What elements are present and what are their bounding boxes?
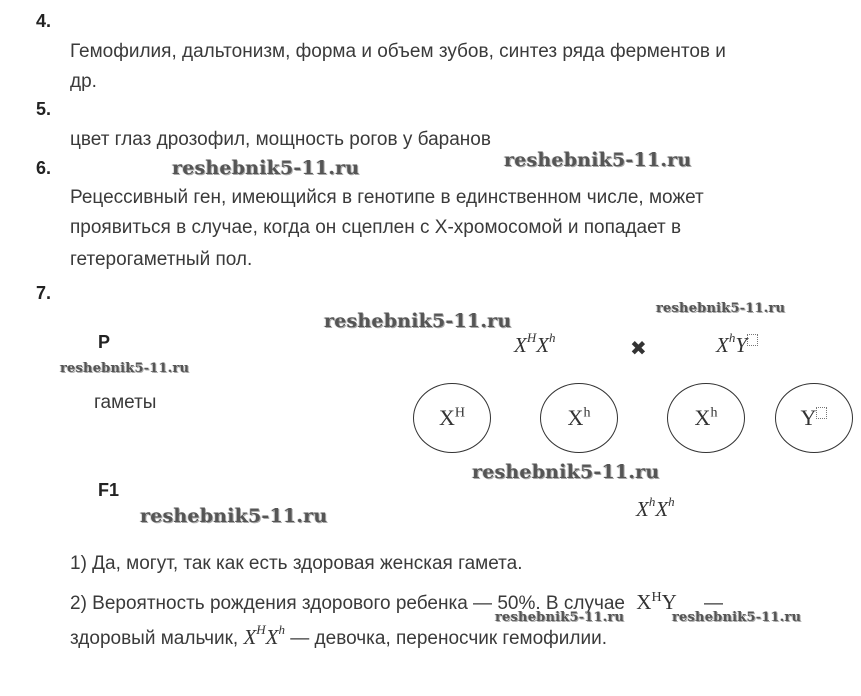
watermark: reshebnik5-11.ru [140,505,328,527]
answer-1: 1) Да, могут, так как есть здоровая женская гамета. [70,553,523,574]
watermark: reshebnik5-11.ru [324,310,512,332]
answer-2-line2: здоровый мальчик, $X^HX^h$ — девочка, переносчик гемофилии. [70,622,607,649]
item-5-text: цвет глаз дрозофил, мощность рогов у баранов [70,129,491,150]
male-genotype: $X^hY$ [716,332,758,358]
watermark: reshebnik5-11.ru [472,461,660,483]
watermark: reshebnik5-11.ru [504,149,692,171]
item-number-4: 4. [36,11,52,31]
answer-2-line1: 2) Вероятность рождения здорового ребенка — 50%. В случае $X^HY$ — [70,590,724,614]
female-genotype: $X^HX^h$ [514,330,556,357]
placeholder-box-icon [816,407,827,419]
item-6-text-line1: Рецессивный ген, имеющийся в генотипе в единственном числе, может [70,187,704,208]
item-4-text-line1: Гемофилия, дальтонизм, форма и объем зубов, синтез ряда ферментов и [70,41,726,62]
gamete-circle: $X^h$ [667,383,745,453]
watermark: reshebnik5-11.ru [495,610,625,625]
gamete-circle: Y [775,383,853,453]
item-number-6: 6. [36,158,52,178]
cross-icon: ✖ [630,338,647,360]
watermark: reshebnik5-11.ru [656,301,786,316]
genotype-xhxh: $X^HX^h$ [243,622,285,649]
watermark: reshebnik5-11.ru [672,610,802,625]
gametes-label: гаметы [94,392,157,413]
genotype-xhy: $X^HY$ [636,590,677,614]
gamete-circle: $X^H$ [413,383,491,453]
item-4-text-line2: др. [70,71,97,92]
offspring-genotype: $X^hX^h$ [636,494,675,521]
item-6-text-line2: проявиться в случае, когда он сцеплен с Х-хромосомой и попадает в [70,217,682,238]
item-number-7: 7. [36,283,52,303]
item-number-5: 5. [36,99,52,119]
watermark: reshebnik5-11.ru [172,157,360,179]
item-6-text-line3: гетерогаметный пол. [70,249,253,270]
placeholder-box-icon [747,334,758,346]
parents-label: P [98,332,111,352]
f1-label: F1 [98,480,120,500]
watermark: reshebnik5-11.ru [60,361,190,376]
gamete-circle: $X^h$ [540,383,618,453]
